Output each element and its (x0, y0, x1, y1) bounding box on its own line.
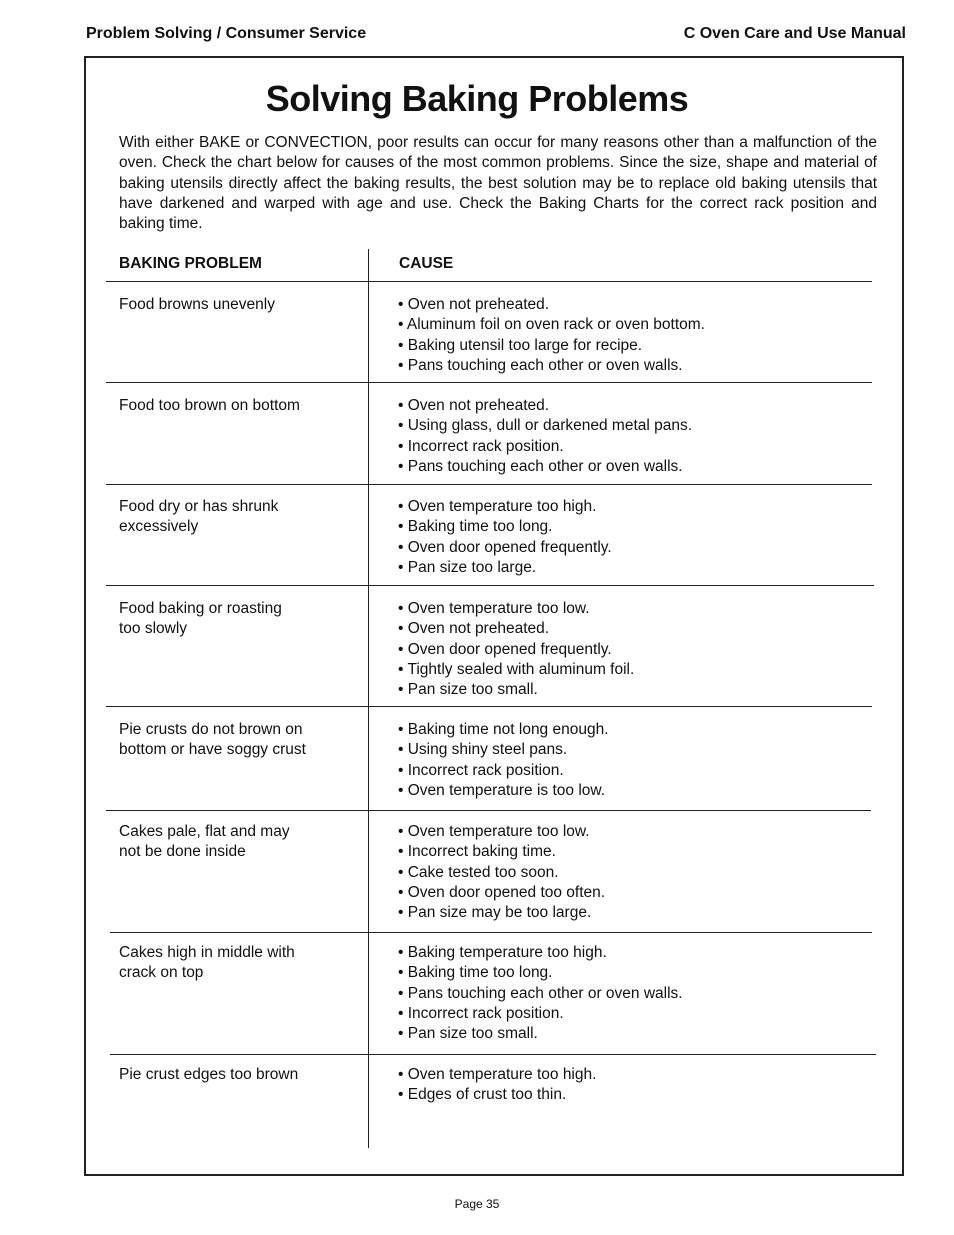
cause-item: • Pan size may be too large. (398, 904, 592, 922)
problem-cell (119, 822, 354, 863)
cause-item: • Oven door opened frequently. (398, 538, 612, 556)
cause-item: • Tightly sealed with aluminum foil. (398, 660, 635, 678)
problem-text: not be done inside (119, 843, 246, 861)
row-separator (110, 1054, 876, 1055)
problem-text: too slowly (119, 620, 188, 638)
cause-item: • Using glass, dull or darkened metal pans. (398, 417, 693, 435)
cause-item: • Cake tested too soon. (398, 863, 559, 881)
problem-text: crack on top (119, 964, 204, 982)
problem-text: Cakes pale, flat and may (119, 823, 290, 840)
row-separator (106, 281, 872, 282)
cause-item: • Pan size too large. (398, 558, 537, 576)
problem-cell (119, 943, 354, 984)
problem-text: bottom or have soggy crust (119, 741, 306, 759)
cause-item: • Pan size too small. (398, 681, 538, 699)
row-separator (106, 484, 872, 485)
cause-item: • Oven not preheated. (398, 296, 550, 313)
row-separator (110, 932, 872, 933)
row-separator (106, 382, 872, 383)
cause-item: • Baking utensil too large for recipe. (398, 336, 643, 354)
cause-item: • Oven door opened frequently. (398, 640, 612, 658)
cause-item: • Oven not preheated. (398, 620, 550, 638)
cause-item: • Baking time too long. (398, 518, 553, 536)
row-separator (106, 810, 871, 811)
problem-cell (119, 599, 354, 640)
cause-cell (398, 943, 868, 1044)
cause-item: • Oven temperature too low. (398, 823, 590, 840)
cause-cell (398, 822, 868, 923)
cause-cell (398, 720, 868, 801)
cause-item: • Oven temperature too high. (398, 498, 597, 515)
cause-cell (398, 497, 868, 578)
problem-text: excessively (119, 518, 199, 536)
column-header-problem: BAKING PROBLEM (119, 255, 262, 272)
problem-text: Food dry or has shrunk (119, 498, 279, 515)
cause-item: • Incorrect baking time. (398, 843, 556, 861)
row-separator (106, 585, 874, 586)
cause-cell (398, 396, 868, 477)
cause-item: • Incorrect rack position. (398, 761, 564, 779)
problem-text: Pie crust edges too brown (119, 1066, 299, 1083)
column-header-cause: CAUSE (399, 255, 454, 272)
problem-cell (119, 295, 354, 315)
problem-cell (119, 720, 354, 761)
header-section-title: Problem Solving / Consumer Service (86, 25, 367, 42)
problem-text: Cakes high in middle with (119, 944, 295, 961)
problem-text: Food baking or roasting (119, 600, 282, 617)
cause-item: • Oven temperature is too low. (398, 781, 606, 799)
cause-item: • Baking time too long. (398, 964, 553, 982)
cause-item: • Aluminum foil on oven rack or oven bottom. (398, 316, 705, 334)
cause-item: • Edges of crust too thin. (398, 1086, 567, 1104)
page-title: Solving Baking Problems (265, 78, 689, 119)
cause-item: • Baking temperature too high. (398, 944, 607, 961)
cause-cell (398, 599, 868, 700)
cause-item: • Oven temperature too low. (398, 600, 590, 617)
problem-text: Food too brown on bottom (119, 397, 300, 414)
cause-item: • Pans touching each other or oven walls. (398, 356, 683, 374)
problem-text: Food browns unevenly (119, 296, 275, 313)
cause-item: • Pans touching each other or oven walls. (398, 984, 683, 1002)
problem-cell (119, 396, 354, 416)
cause-item: • Incorrect rack position. (398, 1004, 564, 1022)
problem-cell (119, 1065, 354, 1085)
column-divider (368, 249, 369, 1148)
cause-item: • Oven door opened too often. (398, 883, 606, 901)
cause-item: • Pan size too small. (398, 1025, 538, 1043)
problem-cell (119, 497, 354, 538)
cause-item: • Oven temperature too high. (398, 1066, 597, 1083)
cause-cell (398, 295, 868, 376)
row-separator (106, 706, 872, 707)
cause-item: • Baking time not long enough. (398, 721, 609, 738)
cause-cell (398, 1065, 868, 1106)
page-number: Page 35 (454, 1197, 500, 1211)
cause-item: • Incorrect rack position. (398, 437, 564, 455)
intro-paragraph: With either BAKE or CONVECTION, poor results can occur for many reasons other than a malfunction of the oven. Check the chart below for causes of the most common problems. Since the size, shape and material of baking utensils directly affect the baking results, the best solution may be to replace old baking utensils that have darkened and warped with age and use. Check the Baking Charts for the correct rack position and baking time. (119, 134, 877, 233)
cause-item: • Pans touching each other or oven walls. (398, 457, 683, 475)
problem-text: Pie crusts do not brown on (119, 721, 303, 738)
header-manual-title: C Oven Care and Use Manual (683, 25, 906, 42)
cause-item: • Oven not preheated. (398, 397, 550, 414)
cause-item: • Using shiny steel pans. (398, 741, 568, 759)
